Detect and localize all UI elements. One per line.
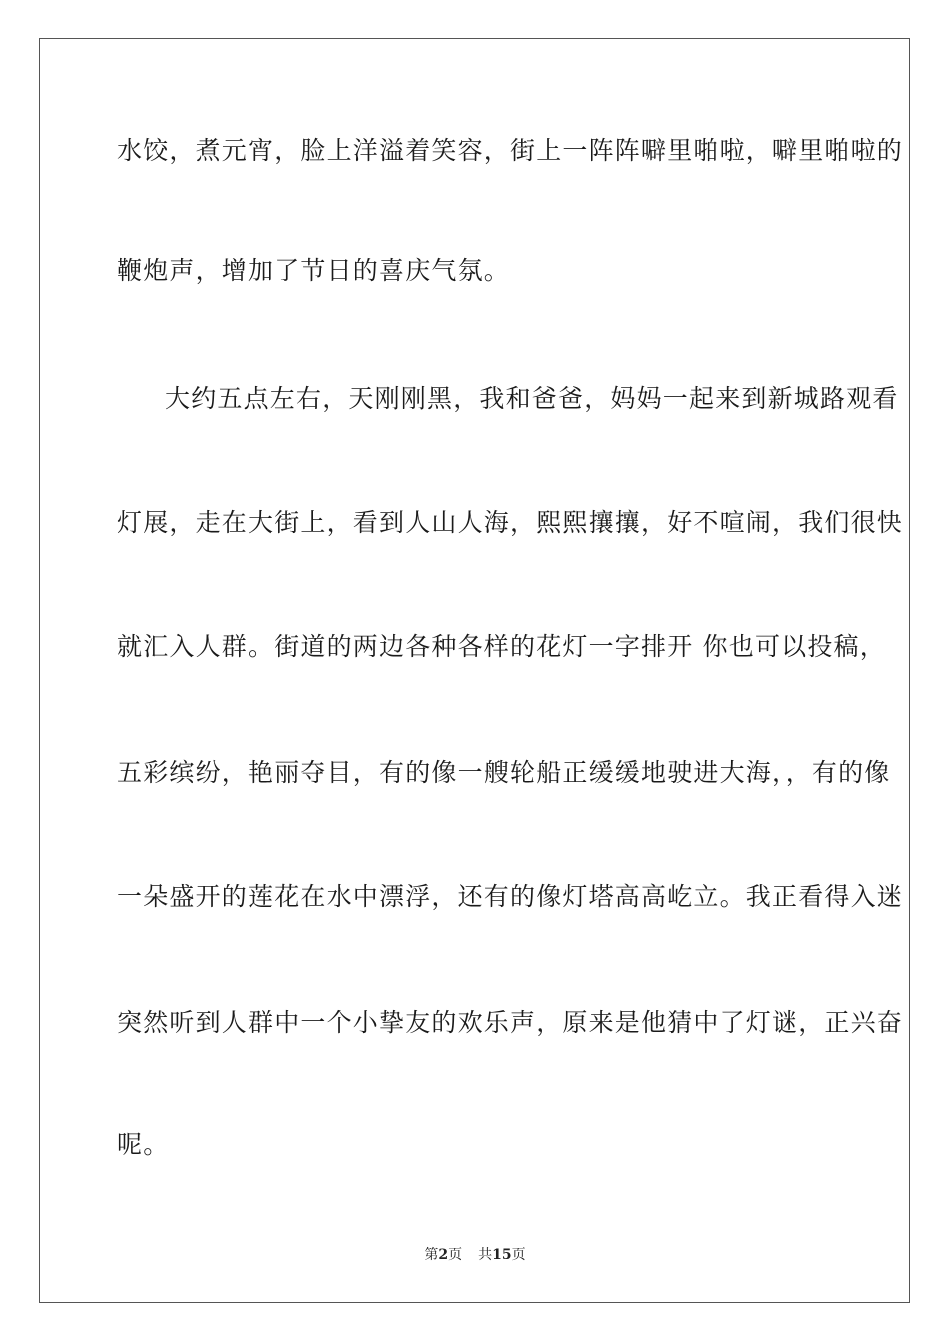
paragraph-line-6: 五彩缤纷，艳丽夺目，有的像一艘轮船正缓缓地驶进大海，，有的像 [117, 758, 891, 787]
page-border [39, 38, 910, 1303]
paragraph-line-2: 鞭炮声，增加了节日的喜庆气氛。 [117, 256, 511, 285]
paragraph-line-4: 灯展，走在大街上，看到人山人海，熙熙攘攘，好不喧闹，我们很快 [117, 508, 904, 537]
page-unit: 页 [448, 1247, 463, 1263]
total-prefix: 共 [478, 1247, 493, 1263]
paragraph-line-5: 就汇入人群。街道的两边各种各样的花灯一字排开 你也可以投稿， [117, 632, 886, 661]
paragraph-line-9: 呢。 [117, 1130, 170, 1159]
paragraph-line-8: 突然听到人群中一个小挚友的欢乐声，原来是他猜中了灯谜，正兴奋 [117, 1008, 904, 1037]
paragraph-line-3: 大约五点左右，天刚刚黑，我和爸爸，妈妈一起来到新城路观看 [165, 384, 899, 413]
paragraph-line-1: 水饺，煮元宵，脸上洋溢着笑容，街上一阵阵噼里啪啦，噼里啪啦的 [117, 136, 904, 165]
page-footer [0, 1246, 950, 1264]
current-page-number: 2 [438, 1247, 449, 1263]
paragraph-line-7: 一朵盛开的莲花在水中漂浮，还有的像灯塔高高屹立。我正看得入迷 [117, 882, 904, 911]
page-prefix: 第 [424, 1247, 439, 1263]
total-page-number: 15 [492, 1247, 512, 1263]
total-unit: 页 [511, 1247, 526, 1263]
